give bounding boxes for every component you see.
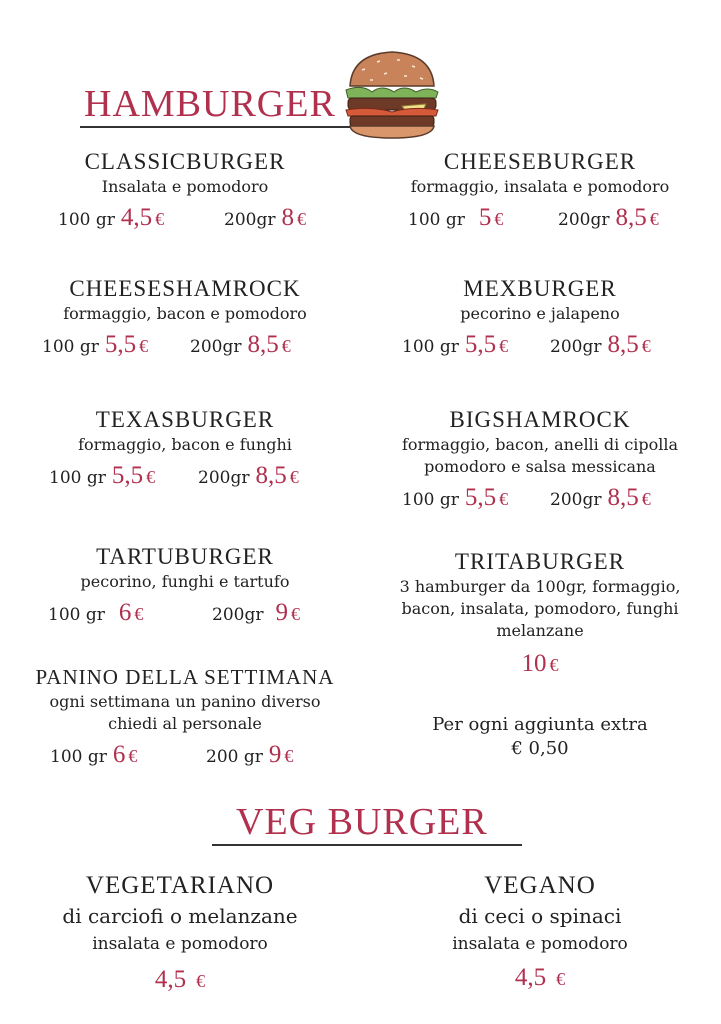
price-row — [370, 650, 710, 678]
item-description: 3 hamburger da 100gr, formaggio, — [399, 577, 681, 596]
size-label: 200gr — [190, 337, 242, 357]
extra-note-line: Per ogni aggiunta extra — [432, 714, 648, 735]
item-description: formaggio, bacon e funghi — [78, 435, 292, 454]
euro-symbol: € — [134, 604, 144, 624]
euro-symbol: € — [499, 489, 509, 509]
item-name: CHEESESHAMROCK — [69, 276, 301, 301]
price-value: 9 — [275, 599, 288, 626]
veg-section-title: VEG BURGER — [236, 801, 488, 843]
item-description: bacon, insalata, pomodoro, funghi — [401, 599, 679, 618]
price-value: 5,5 — [464, 331, 497, 358]
euro-symbol: € — [556, 969, 566, 989]
hamburger-section-title: HAMBURGER — [84, 83, 336, 125]
item-name: BIGSHAMROCK — [449, 407, 631, 432]
euro-symbol: € — [649, 209, 659, 229]
euro-symbol: € — [499, 336, 509, 356]
euro-symbol: € — [641, 336, 651, 356]
item-description: insalata e pomodoro — [92, 934, 268, 954]
size-label: 100 gr — [42, 337, 99, 357]
price-value: 6 — [112, 741, 126, 768]
euro-symbol: € — [196, 971, 206, 991]
item-description: Insalata e pomodoro — [101, 177, 269, 196]
item-description: pomodoro e salsa messicana — [424, 457, 656, 476]
item-description: formaggio, bacon e pomodoro — [63, 304, 307, 323]
euro-symbol: € — [284, 746, 294, 766]
item-name: VEGANO — [484, 872, 596, 899]
texasburger-item — [40, 406, 330, 494]
size-label: 200gr — [550, 337, 602, 357]
size-label: 200 gr — [206, 747, 263, 767]
size-label: 200gr — [212, 605, 264, 625]
euro-symbol: € — [146, 467, 156, 487]
vegetariano-item — [30, 870, 330, 994]
tritaburger-item — [370, 548, 710, 678]
euro-symbol: € — [549, 655, 559, 675]
item-name: VEGETARIANO — [85, 872, 275, 899]
item-name: TEXASBURGER — [95, 407, 275, 432]
item-name: CHEESEBURGER — [443, 149, 637, 174]
price-row — [380, 204, 700, 236]
euro-symbol: € — [281, 336, 291, 356]
item-description: chiedi al personale — [108, 714, 262, 733]
item-description: formaggio, insalata e pomodoro — [410, 177, 670, 196]
item-description: melanzane — [496, 621, 584, 640]
size-label: 100 gr — [50, 747, 107, 767]
cheeseburger-item — [380, 148, 700, 236]
item-name: CLASSICBURGER — [84, 149, 286, 174]
extra-note-price: € 0,50 — [511, 738, 569, 759]
hamburger-title-rule — [80, 126, 350, 128]
price-row — [40, 204, 330, 236]
price-value: 10 — [521, 650, 547, 677]
euro-symbol: € — [155, 209, 165, 229]
price-value: 8,5 — [255, 462, 287, 489]
price-value: 4,5 — [120, 204, 153, 231]
euro-symbol: € — [289, 467, 299, 487]
burger-icon — [342, 48, 442, 140]
item-name: TRITABURGER — [454, 549, 626, 574]
price-value: 8,5 — [607, 484, 639, 511]
veg-title-rule — [212, 844, 522, 846]
vegano-item — [390, 870, 690, 992]
price-value: 8,5 — [247, 331, 279, 358]
price-value: 8,5 — [607, 331, 639, 358]
bigshamrock-item — [370, 406, 710, 516]
size-label: 200gr — [550, 490, 602, 510]
price-row — [390, 964, 690, 992]
price-row — [40, 462, 330, 494]
size-label: 200gr — [558, 210, 610, 230]
size-label: 100 gr — [58, 210, 115, 230]
price-row — [30, 331, 340, 363]
price-value: 6 — [118, 599, 132, 626]
price-value: 4,5 — [514, 964, 547, 991]
price-value: 8,5 — [615, 204, 647, 231]
size-label: 100 gr — [408, 210, 465, 230]
price-value: 9 — [268, 741, 282, 768]
size-label: 100 gr — [49, 468, 106, 488]
euro-symbol: € — [296, 209, 306, 229]
price-value: 8 — [281, 204, 294, 231]
tartuburger-item — [40, 543, 330, 631]
panino-settimana-item — [30, 663, 340, 773]
size-label: 100 gr — [402, 337, 459, 357]
item-description: insalata e pomodoro — [452, 934, 628, 954]
euro-symbol: € — [139, 336, 149, 356]
size-label: 100 gr — [48, 605, 105, 625]
item-description: pecorino, funghi e tartufo — [80, 572, 290, 591]
price-value: 5,5 — [111, 462, 144, 489]
item-description: di carciofi o melanzane — [62, 904, 298, 928]
item-name: TARTUBURGER — [96, 544, 274, 569]
item-description: formaggio, bacon, anelli di cipolla — [401, 435, 679, 454]
size-label: 100 gr — [402, 490, 459, 510]
price-row — [370, 484, 710, 516]
item-description: di ceci o spinaci — [458, 904, 622, 928]
item-name: PANINO DELLA SETTIMANA — [35, 665, 335, 689]
item-description: pecorino e jalapeno — [460, 304, 620, 323]
price-row — [30, 741, 340, 773]
size-label: 200gr — [198, 468, 250, 488]
price-value: 5,5 — [464, 484, 497, 511]
price-value: 4,5 — [154, 966, 187, 993]
euro-symbol: € — [641, 489, 651, 509]
item-name: MEXBURGER — [463, 276, 617, 301]
price-row — [30, 966, 330, 994]
size-label: 200gr — [224, 210, 276, 230]
classicburger-item — [40, 148, 330, 236]
price-value: 5,5 — [104, 331, 137, 358]
euro-symbol: € — [290, 604, 300, 624]
price-value: 5 — [478, 204, 492, 231]
extra-addition-note — [370, 713, 710, 761]
euro-symbol: € — [494, 209, 504, 229]
euro-symbol: € — [128, 746, 138, 766]
price-row — [380, 331, 700, 363]
item-description: ogni settimana un panino diverso — [49, 692, 321, 711]
price-row — [40, 599, 330, 631]
cheeseshamrock-item — [30, 275, 340, 363]
mexburger-item — [380, 275, 700, 363]
